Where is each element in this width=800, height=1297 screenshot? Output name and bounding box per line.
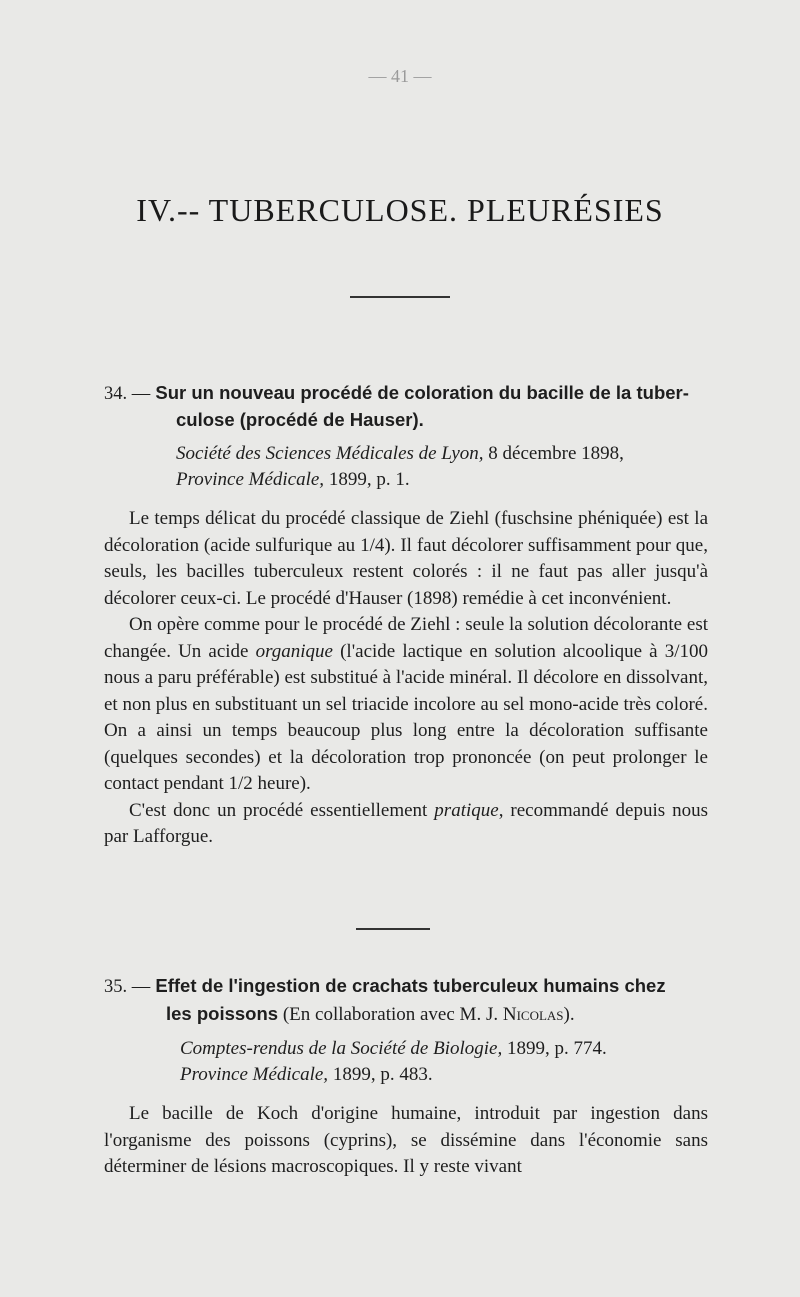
entry-35-source-2: Province Médicale, 1899, p. 483. [180, 1064, 433, 1085]
entry-34-source-1: Société des Sciences Médicales de Lyon, 8 décembre 1898, [176, 443, 624, 464]
entry-title-line1: Sur un nouveau procédé de coloration du bacille de la tuber- [155, 382, 689, 403]
paragraph: On opère comme pour le procédé de Ziehl : seule la solution décolorante est changée. Un acide organique (l'acide lactique en solution alcoolique à 3/100 nous a paru préférable) est substitué à l'acide minéral. Il décolore en dissolvant, et non plus en substituant un sel triacide incolore au sel mono-acide très coloré. On a ainsi un temps beaucoup plus long entre la décoloration suffisante (quelques secondes) et la décoloration trop prononcée (on peut prolonger le contact pendant 1/2 heure). [104, 614, 708, 794]
entry-title-line2: culose (procédé de Hauser). [176, 409, 424, 430]
separator-rule [350, 296, 450, 298]
entry-35-title [104, 974, 714, 999]
entry-number: 34. — [104, 384, 151, 404]
separator-rule [356, 928, 430, 930]
entry-34-source-2: Province Médicale, 1899, p. 1. [176, 469, 410, 490]
paragraph: Le temps délicat du procédé classique de Ziehl (fuschsine phéniquée) est la décoloration (acide sulfurique au 1/4). Il faut décolorer suffisamment pour que, seuls, les bacilles tuberculeux restent colorés : il ne faut pas aller jusqu'à décolorer ceux-ci. Le procédé d'Hauser (1898) remédie à cet inconvénient. [104, 508, 708, 609]
paragraph: Le bacille de Koch d'origine humaine, introduit par ingestion dans l'organisme des poissons (cyprins), se dissémine dans l'économie sans déterminer de lésions macroscopiques. Il y reste vivant [104, 1103, 708, 1177]
entry-title-line1: Effet de l'ingestion de crachats tuberculeux humains chez [155, 975, 666, 996]
entry-35-source-1: Comptes-rendus de la Société de Biologie, 1899, p. 774. [180, 1038, 607, 1059]
running-head: — 41 — [368, 66, 432, 86]
entry-number: 35. — [104, 977, 151, 997]
entry-34-body [104, 506, 708, 851]
entry-34-title [104, 381, 710, 406]
entry-35-body [104, 1101, 708, 1181]
chapter-title: IV.-- TUBERCULOSE. PLEURÉSIES [136, 192, 664, 228]
entry-34-title-cont [176, 408, 716, 432]
paragraph: C'est donc un procédé essentiellement pratique, recommandé depuis nous par Lafforgue. [104, 799, 708, 847]
entry-35-title-cont: les poissons (En collaboration avec M. J. Nicolas). [166, 1003, 575, 1025]
